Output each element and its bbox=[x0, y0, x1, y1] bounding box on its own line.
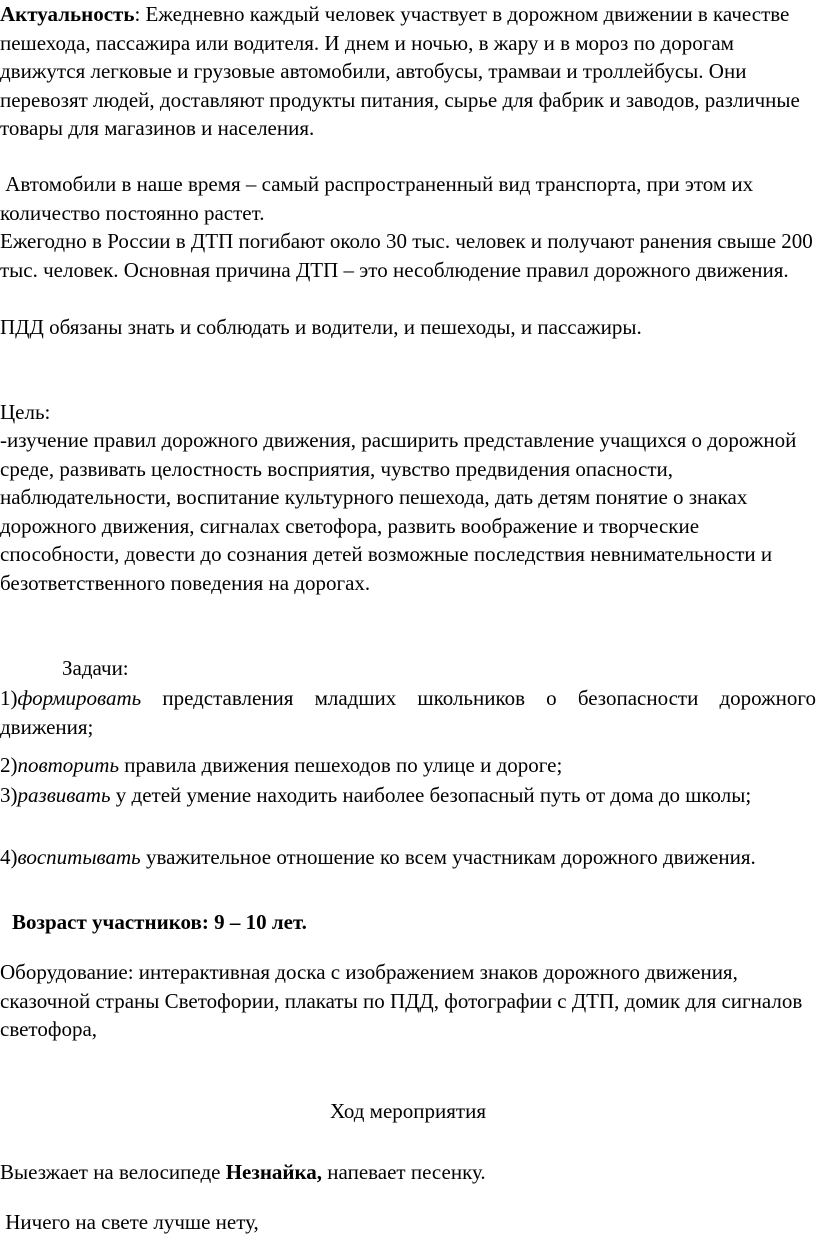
statistics-paragraph: Ежегодно в России в ДТП погибают около 30 тыс. человек и получают ранения свыше 200 тыс. человек. Основная причина ДТП – это несоблюдение правил дорожного движения. bbox=[0, 229, 813, 282]
relevance-text: : Ежедневно каждый человек участвует в дорожном движении в качестве пешехода, пассажира или водителя. И днем и ночью, в жару и в мороз по дорогам движутся легковые и грузовые автомобили, автобусы, трамваи и троллейбусы. Они перевозят людей, доставляют продукты питания, сырье для фабрик и заводов, различные товары для магазинов и населения. bbox=[0, 2, 800, 140]
task-verb: воспитывать bbox=[17, 845, 141, 869]
task-item bbox=[0, 751, 816, 780]
task-number: 4) bbox=[0, 845, 18, 869]
transport-paragraph: Автомобили в наше время – самый распространенный вид транспорта, при этом их количество постоянно растет. bbox=[0, 172, 759, 225]
task-item bbox=[0, 781, 816, 810]
relevance-paragraph bbox=[0, 0, 816, 143]
rules-paragraph: ПДД обязаны знать и соблюдать и водители, и пешеходы, и пассажиры. bbox=[0, 315, 642, 339]
task-verb: формировать bbox=[17, 686, 142, 710]
task-number: 3) bbox=[0, 783, 18, 807]
goal-text: -изучение правил дорожного движения, расширить представление учащихся о дорожной среде, развивать целостность восприятия, чувство предвидения опасности, наблюдательности, воспитание культурного пешехода, дать детям понятие о знаках дорожного движения, сигналах светофора, развить воображение и творческие способности, довести до сознания детей возможные последствия невнимательности и безответственного поведения на дорогах. bbox=[0, 428, 797, 595]
task-item bbox=[0, 843, 816, 872]
task-verb: развивать bbox=[17, 783, 111, 807]
song-line: Ничего на свете лучше нету, bbox=[0, 1210, 259, 1234]
task-number: 2) bbox=[0, 753, 18, 777]
scene-after: напевает песенку. bbox=[322, 1160, 486, 1184]
task-item bbox=[0, 684, 816, 741]
scene-line bbox=[0, 1158, 816, 1187]
task-text: у детей умение находить наиболее безопасный путь от дома до школы; bbox=[110, 783, 752, 807]
scene-before: Выезжает на велосипеде bbox=[0, 1160, 226, 1184]
task-text: представления младших школьников о безопасности дорожного движения; bbox=[0, 686, 816, 739]
task-text: правила движения пешеходов по улице и дороге; bbox=[119, 753, 563, 777]
event-title: Ход мероприятия bbox=[330, 1099, 486, 1123]
equipment-paragraph: Оборудование: интерактивная доска с изображением знаков дорожного движения, сказочной страны Светофории, плакаты по ПДД, фотографии с ДТП, домик для сигналов светофора, bbox=[0, 960, 803, 1041]
task-verb: повторить bbox=[17, 753, 120, 777]
age-line: Возраст участников: 9 – 10 лет. bbox=[12, 910, 307, 934]
relevance-label: Актуальность bbox=[0, 2, 135, 26]
goal-label: Цель: bbox=[0, 400, 51, 424]
task-number: 1) bbox=[0, 686, 18, 710]
character-name: Незнайка, bbox=[225, 1160, 323, 1184]
tasks-label: Задачи: bbox=[62, 656, 129, 680]
task-text: уважительное отношение ко всем участникам дорожного движения. bbox=[140, 845, 756, 869]
